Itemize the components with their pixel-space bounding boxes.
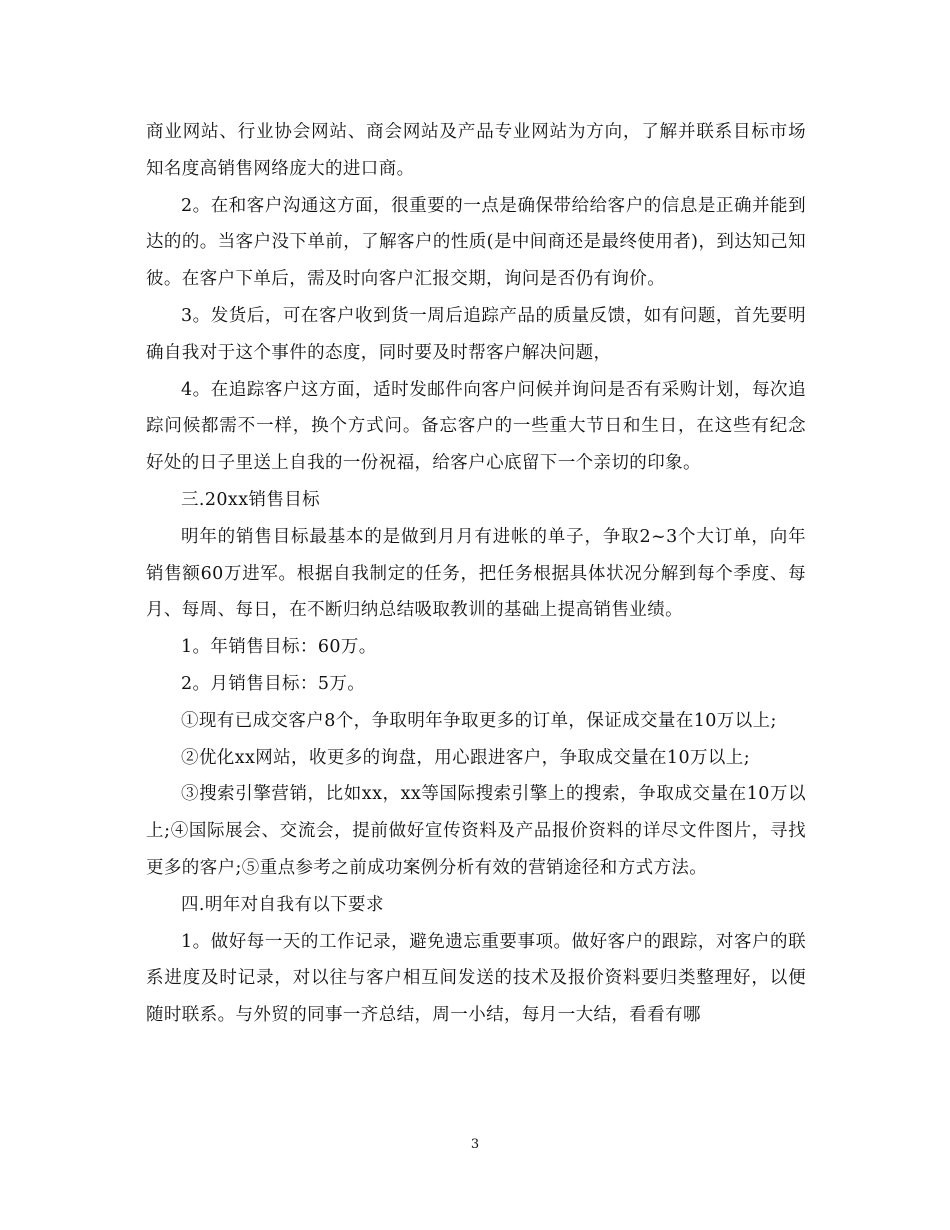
paragraph-item-4-customer-tracking: 4。在追踪客户这方面，适时发邮件向客户问候并询问是否有采购计划，每次追踪问候都需不一样，换个方式问。备忘客户的一些重大节日和生日，在这些有纪念好处的日子里送上自我的一份祝福，给客户心底留下一个亲切的印象。 xyxy=(146,379,806,474)
paragraph-requirement-1: 1。做好每一天的工作记录，避免遗忘重要事项。做好客户的跟踪，对客户的联系进度及时记录，对以往与客户相互间发送的技术及报价资料要归类整理好，以便随时联系。与外贸的同事一齐总结，周一小结，每月一大结，看看有哪 xyxy=(146,931,806,1026)
page-number: 3 xyxy=(470,1137,480,1152)
section-heading-self-requirements: 四.明年对自我有以下要求 xyxy=(181,894,384,915)
paragraph-continuation: 商业网站、行业协会网站、商会网站及产品专业网站为方向，了解并联系目标市场知名度高销售网络庞大的进口商。 xyxy=(146,122,806,179)
paragraph-target-point-2: ②优化xx网站，收更多的询盘，用心跟进客户，争取成交量在10万以上; xyxy=(181,747,751,768)
document-body xyxy=(146,114,806,1034)
paragraph-item-2-communication: 2。在和客户沟通这方面，很重要的一点是确保带给给客户的信息是正确并能到达的的。当客户没下单前，了解客户的性质(是中间商还是最终使用者)，到达知己知彼。在客户下单后，需及时向客户汇报交期，询问是否仍有询价。 xyxy=(146,195,806,290)
paragraph-item-3-after-shipment: 3。发货后，可在客户收到货一周后追踪产品的质量反馈，如有问题，首先要明确自我对于这个事件的态度，同时要及时帮客户解决问题， xyxy=(146,305,806,363)
paragraph-target-points-3-5: ③搜索引擎营销，比如xx，xx等国际搜索引擎上的搜索，争取成交量在10万以上;④国际展会、交流会，提前做好宣传资料及产品报价资料的详尽文件图片，寻找更多的客户;⑤重点参考之前成功案例分析有效的营销途径和方式方法。 xyxy=(146,784,806,878)
paragraph-monthly-target: 2。月销售目标：5万。 xyxy=(181,673,366,694)
paragraph-annual-target: 1。年销售目标：60万。 xyxy=(181,637,377,658)
paragraph-sales-target-overview: 明年的销售目标最基本的是做到月月有进帐的单子，争取2~3个大订单，向年销售额60万进军。根据自我制定的任务，把任务根据具体状况分解到每个季度、每月、每周、每日，在不断归纳总结吸取教训的基础上提高销售业绩。 xyxy=(146,526,806,621)
paragraph-target-point-1: ①现有已成交客户8个，争取明年争取更多的订单，保证成交量在10万以上; xyxy=(181,710,777,731)
section-heading-sales-target: 三.20xx销售目标 xyxy=(181,489,321,510)
